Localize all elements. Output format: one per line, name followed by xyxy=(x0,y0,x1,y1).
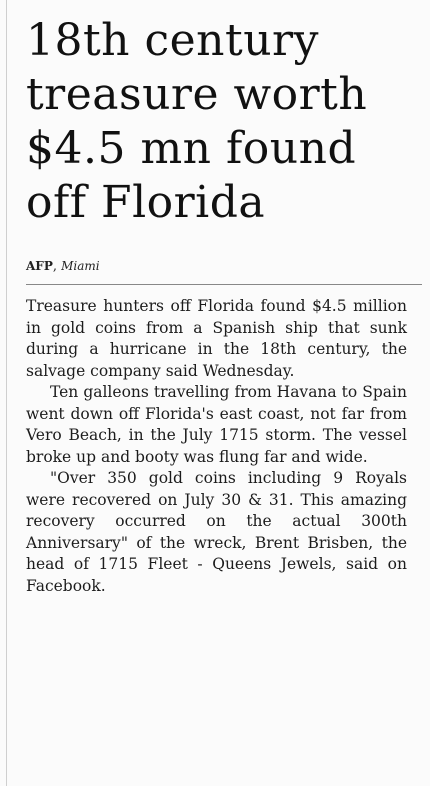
byline-agency: AFP xyxy=(26,259,53,273)
column-rule xyxy=(6,0,7,786)
byline-divider xyxy=(26,284,422,285)
headline: 18th century treasure worth $4.5 mn found off Florida xyxy=(26,15,368,228)
article-paragraph: Ten galleons travelling from Havana to Spain went down off Florida's east coast, not far from Vero Beach, in the July 1715 storm. The vessel broke up and booty was flung far and wide. xyxy=(26,383,407,466)
article-paragraph: "Over 350 gold coins including 9 Royals were recovered on July 30 & 31. This amazing recovery occurred on the actual 300th Anniversary" of the wreck, Brent Brisben, the head of 1715 Fleet - Queens Jewels, said on Facebook. xyxy=(26,469,407,595)
byline xyxy=(26,259,100,274)
article-paragraph: Treasure hunters off Florida found $4.5 million in gold coins from a Spanish ship that sunk during a hurricane in the 18th century, the salvage company said Wednesday. xyxy=(26,297,407,380)
byline-location: Miami xyxy=(61,259,100,273)
byline-separator: , xyxy=(52,259,62,274)
article-body xyxy=(26,296,407,597)
